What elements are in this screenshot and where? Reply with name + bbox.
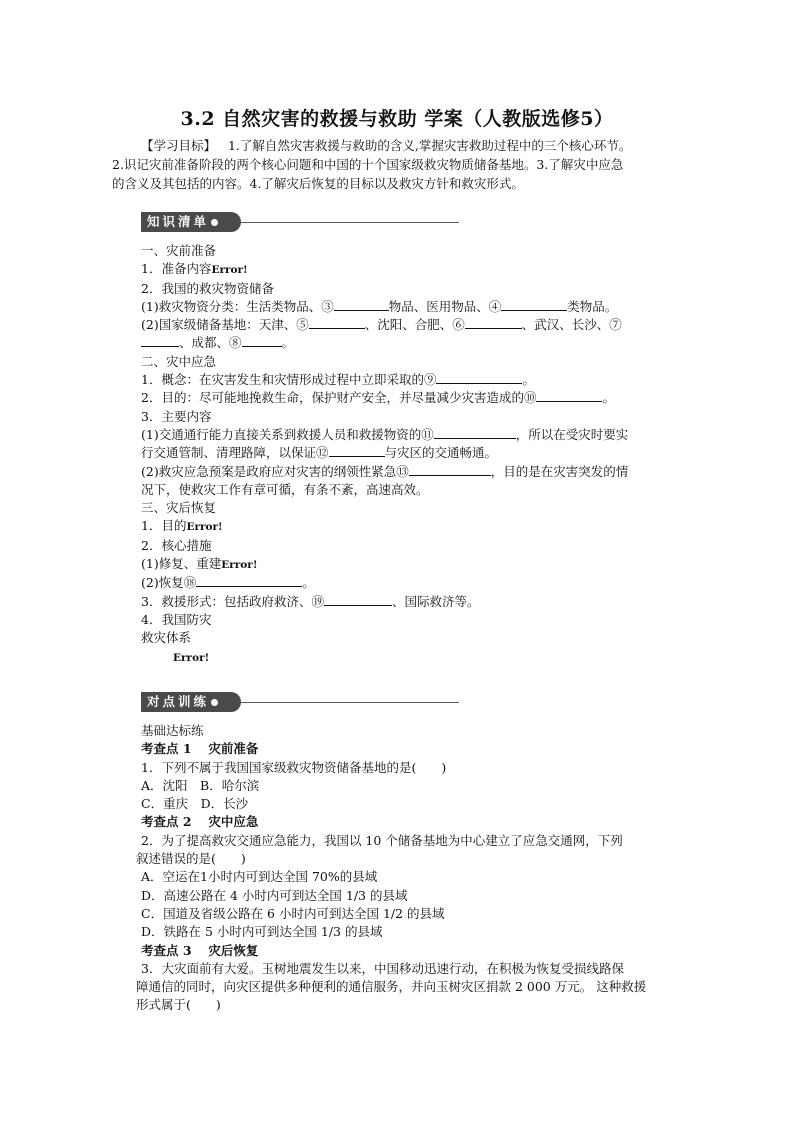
fill-blank-8[interactable] — [242, 334, 282, 347]
checkpoint-2: 考查点 2 灾中应急 — [141, 814, 259, 830]
option-row: A．沈阳 B．哈尔滨 — [141, 777, 260, 793]
list-item: 2．目的：尽可能地挽救生命，保护财产安全，并尽量减少灾害造成的⑩ 。 — [141, 390, 615, 406]
fill-blank-7[interactable] — [141, 334, 179, 347]
fill-blank-11[interactable] — [434, 426, 516, 439]
section-header-knowledge: 知识清单 — [141, 212, 241, 232]
heading-post-disaster: 三、灾后恢复 — [141, 500, 217, 516]
error-text: Error! — [221, 559, 258, 572]
fill-blank-6[interactable] — [465, 316, 522, 329]
page-title: 3.2 自然灾害的救援与救助 学案（人教版选修5） — [180, 108, 614, 130]
list-item: 3．主要内容 — [141, 408, 212, 424]
goals-text-2: 2.识记灾前准备阶段的两个核心问题和中国的十个国家级救灾物质储备基地。3.了解灾中应急 — [112, 157, 624, 172]
list-item: (2)救灾应急预案是政府应对灾害的纲领性紧急⑬ ，目的是在灾害突发的情 — [141, 463, 629, 479]
list-item: (2)国家级储备基地：天津、⑤ 、沈阳、合肥、⑥ 、武汉、长沙、⑦ — [141, 317, 622, 333]
question-3: 3．大灾面前有大爱。玉树地震发生以来，中国移动迅速行动，在积极为恢复受损线路保 — [141, 960, 624, 976]
fill-blank-9[interactable] — [436, 371, 522, 384]
option-row: C．重庆 D．长沙 — [141, 796, 249, 812]
error-text: Error! — [173, 651, 210, 664]
goals-text-3: 的含义及其包括的内容。4.了解灾后恢复的目标以及救灾方针和救灾形式。 — [112, 176, 524, 191]
option-row: A．空运在1小时内可到达全国 70%的县域 — [141, 869, 378, 885]
list-item: 1．目的Error! — [141, 518, 223, 534]
list-item: 况下，使救灾工作有章可循，有条不紊，高速高效。 — [141, 481, 429, 497]
option-row: D．铁路在 5 小时内可到达全国 1/3 的县域 — [141, 924, 383, 940]
question-2: 2．为了提高救灾交通应急能力，我国以 10 个储备基地为中心建立了应急交通网，下列 — [141, 832, 623, 848]
section-header-training: 对点训练 — [141, 692, 241, 712]
goals-text-1: 1.了解自然灾害救援与救助的含义,掌握灾害救助过程中的三个核心环节。 — [227, 138, 632, 153]
list-item: 行交通管制、清理路障，以保证⑫ 与灾区的交通畅通。 — [141, 445, 498, 461]
list-item: (1)救灾物资分类：生活类物品、③ 物品、医用物品、④ 类物品。 — [141, 298, 618, 314]
fill-blank-5[interactable] — [309, 316, 365, 329]
fill-blank-12[interactable] — [329, 444, 385, 457]
question-3-cont: 障通信的同时，向灾区提供多种便利的通信服务，并向玉树灾区捐款 2 000 万元。 这种救援 — [136, 979, 647, 995]
fill-blank-19[interactable] — [324, 593, 392, 606]
question-3-cont: 形式属于( ) — [136, 997, 221, 1013]
list-item: 4．我国防灾 — [141, 611, 212, 627]
fill-blank-13[interactable] — [409, 463, 491, 476]
list-item: 、成都、⑧ 。 — [141, 334, 681, 352]
bullet-dot-icon — [211, 219, 218, 226]
bullet-dot-icon — [211, 699, 218, 706]
question-1: 1．下列不属于我国国家级救灾物资储备基地的是( ) — [141, 759, 447, 775]
goals-label: 【学习目标】 — [141, 138, 217, 153]
error-text: Error! — [211, 264, 248, 277]
list-item: 1．概念：在灾害发生和灾情形成过程中立即采取的⑨ 。 — [141, 372, 535, 388]
list-item: 2．我国的救灾物资储备 — [141, 280, 274, 296]
list-item: (1)修复、重建Error! — [141, 556, 258, 572]
heading-in-disaster: 二、灾中应急 — [141, 353, 217, 369]
list-item: 2．核心措施 — [141, 537, 212, 553]
heading-pre-disaster: 一、灾前准备 — [141, 243, 217, 258]
checkpoint-3: 考查点 3 灾后恢复 — [141, 942, 259, 958]
option-row: D．高速公路在 4 小时内可到达全国 1/3 的县域 — [141, 887, 408, 903]
list-item: 救灾体系 — [141, 630, 192, 646]
error-text: Error! — [186, 521, 223, 534]
list-item: (2)恢复⑱ 。 — [141, 575, 315, 591]
section-divider — [241, 702, 459, 703]
list-item: 1．准备内容Error! — [141, 261, 248, 277]
list-item: 3．救援形式：包括政府救济、⑲ 、国际救济等。 — [141, 593, 480, 609]
fill-blank-3[interactable] — [334, 298, 389, 311]
question-2-cont: 叙述错误的是( ) — [136, 851, 246, 867]
fill-blank-4[interactable] — [501, 298, 567, 311]
section-divider — [241, 222, 459, 223]
list-item: (1)交通通行能力直接关系到救援人员和救援物资的⑪ ，所以在受灾时要实 — [141, 426, 629, 442]
fill-blank-18[interactable] — [196, 574, 302, 587]
fill-blank-10[interactable] — [536, 389, 602, 402]
option-row: C．国道及省级公路在 6 小时内可到达全国 1/2 的县域 — [141, 905, 445, 921]
checkpoint-1: 考查点 1 灾前准备 — [141, 741, 259, 757]
knowledge-list — [141, 242, 681, 667]
training-list — [136, 722, 681, 1015]
learning-goals — [112, 136, 692, 193]
subheading-basic: 基础达标练 — [141, 723, 204, 738]
